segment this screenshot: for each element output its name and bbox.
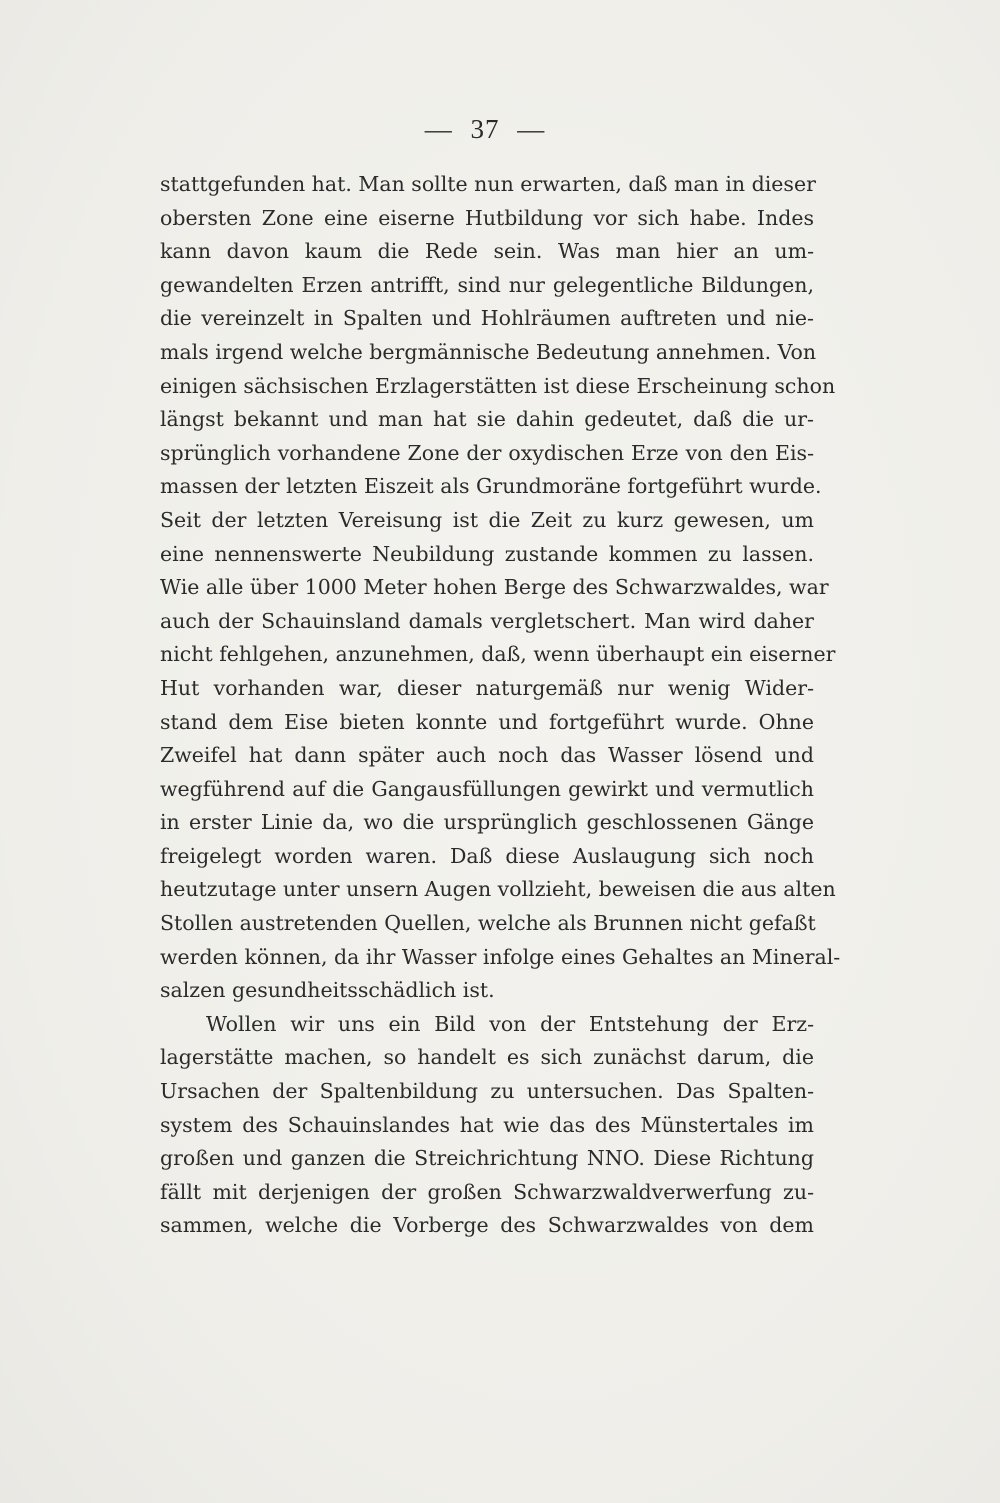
- text-line: Ursachen der Spaltenbildung zu untersuchen. Das Spalten-: [160, 1079, 814, 1104]
- text-line: Hut vorhanden war, dieser naturgemäß nur wenig Wider-: [160, 675, 814, 700]
- text-line: Wie alle über 1000 Meter hohen Berge des Schwarzwaldes, war: [160, 575, 829, 600]
- text-line: Stollen austretenden Quellen, welche als Brunnen nicht gefaßt: [160, 911, 816, 936]
- page-number: — 37 —: [424, 114, 546, 144]
- text-line: sammen, welche die Vorberge des Schwarzwaldes von dem: [160, 1213, 814, 1238]
- text-line: Zweifel hat dann später auch noch das Wasser lösend und: [160, 743, 814, 768]
- text-line: längst bekannt und man hat sie dahin gedeutet, daß die ur-: [160, 407, 814, 432]
- text-line: gewandelten Erzen antrifft, sind nur gelegentliche Bildungen,: [160, 272, 814, 297]
- text-line: in erster Linie da, wo die ursprünglich geschlossenen Gänge: [160, 810, 814, 835]
- text-line: stand dem Eise bieten konnte und fortgeführt wurde. Ohne: [160, 709, 814, 734]
- text-line: kann davon kaum die Rede sein. Was man hier an um-: [160, 239, 814, 264]
- body-text: [160, 168, 841, 1243]
- text-line: werden können, da ihr Wasser infolge eines Gehaltes an Mineral-: [160, 944, 841, 969]
- text-line: salzen gesundheitsschädlich ist.: [160, 978, 495, 1003]
- text-line: fällt mit derjenigen der großen Schwarzwaldverwerfung zu-: [160, 1179, 814, 1204]
- text-line: wegführend auf die Gangausfüllungen gewirkt und vermutlich: [160, 776, 814, 801]
- text-line: einigen sächsischen Erzlagerstätten ist diese Erscheinung schon: [160, 373, 836, 398]
- text-line: Seit der letzten Vereisung ist die Zeit zu kurz gewesen, um: [160, 507, 814, 532]
- text-line: Wollen wir uns ein Bild von der Entstehung der Erz-: [206, 1011, 814, 1036]
- text-line: lagerstätte machen, so handelt es sich zunächst darum, die: [160, 1045, 814, 1070]
- text-line: eine nennenswerte Neubildung zustande kommen zu lassen.: [160, 541, 814, 566]
- text-line: obersten Zone eine eiserne Hutbildung vor sich habe. Indes: [160, 205, 814, 230]
- text-line: massen der letzten Eiszeit als Grundmoräne fortgeführt wurde.: [160, 474, 822, 499]
- text-line: system des Schauinslandes hat wie das des Münstertales im: [160, 1112, 814, 1137]
- text-line: freigelegt worden waren. Daß diese Auslaugung sich noch: [160, 843, 814, 868]
- text-line: auch der Schauinsland damals vergletschert. Man wird daher: [160, 608, 814, 633]
- text-line: nicht fehlgehen, anzunehmen, daß, wenn überhaupt ein eiserner: [160, 642, 836, 667]
- text-line: sprünglich vorhandene Zone der oxydischen Erze von den Eis-: [160, 440, 814, 465]
- text-line: heutzutage unter unsern Augen vollzieht, beweisen die aus alten: [160, 877, 836, 902]
- text-line: stattgefunden hat. Man sollte nun erwarten, daß man in dieser: [160, 172, 816, 196]
- text-line: großen und ganzen die Streichrichtung NNO. Diese Richtung: [160, 1146, 814, 1171]
- text-line: mals irgend welche bergmännische Bedeutung annehmen. Von: [160, 339, 817, 364]
- text-line: die vereinzelt in Spalten und Hohlräumen auftreten und nie-: [160, 306, 814, 331]
